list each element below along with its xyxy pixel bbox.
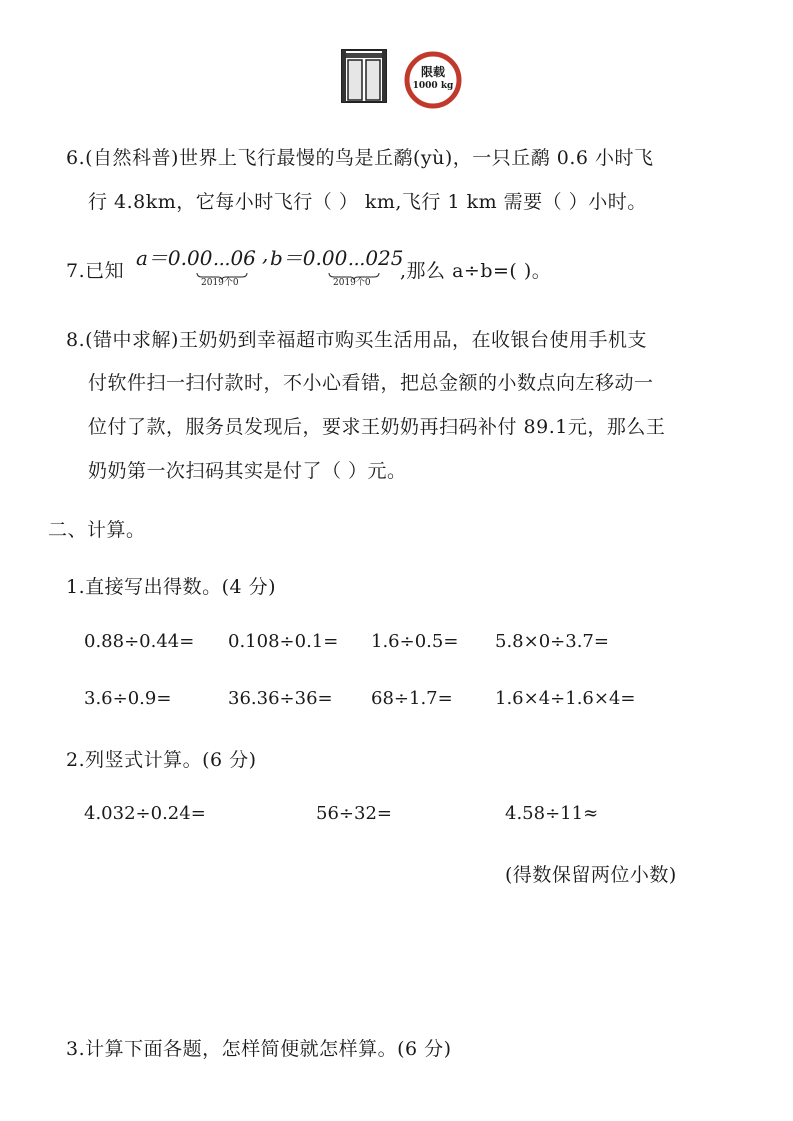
q8-line1: 8.(错中求解)王奶奶到幸福超市购买生活用品，在收银台使用手机支 — [66, 329, 647, 351]
section2-title: 二、计算。 — [48, 519, 146, 541]
vertical-calc-item: 4.032÷0.24= — [84, 803, 206, 824]
part2-title: 2.列竖式计算。(6 分) — [66, 749, 257, 771]
part1-title: 1.直接写出得数。(4 分) — [66, 576, 277, 598]
calc-item: 0.108÷0.1= — [228, 631, 339, 652]
part2-note: (得数保留两位小数) — [505, 864, 677, 886]
q8-line2: 付软件扫一扫付款时，不小心看错，把总金额的小数点向左移动一 — [88, 372, 654, 394]
calc-item: 36.36÷36= — [228, 688, 333, 709]
calc-item: 68÷1.7= — [371, 688, 453, 709]
load-limit-sign — [404, 51, 462, 109]
calc-item: 1.6÷0.5= — [371, 631, 459, 652]
calc-item: 1.6×4÷1.6×4= — [495, 688, 636, 709]
q7-b-note: 2019个0 — [333, 278, 371, 288]
elevator-image — [340, 48, 388, 104]
sign-line1: 限载 — [420, 65, 445, 79]
q7-a-expression: a＝0.00⋯06 — [136, 246, 256, 270]
q6-line2: 行 4.8km，它每小时飞行（ ） km,飞行 1 km 需要（ ）小时。 — [88, 191, 647, 213]
part3-title: 3.计算下面各题，怎样简便就怎样算。(6 分) — [66, 1038, 452, 1060]
q7-separator: , — [262, 242, 269, 266]
q7-a-note: 2019个0 — [201, 278, 239, 288]
calc-item: 0.88÷0.44= — [84, 631, 195, 652]
q8-line4: 奶奶第一次扫码其实是付了（ ）元。 — [88, 460, 407, 482]
q8-line3: 位付了款，服务员发现后，要求王奶奶再扫码补付 89.1元，那么王 — [88, 416, 666, 438]
sign-line2: 1000 kg — [412, 81, 454, 91]
q7-suffix: ,那么 a÷b=( )。 — [400, 260, 552, 282]
vertical-calc-item: 56÷32= — [316, 803, 392, 824]
q7-prefix: 7.已知 — [66, 260, 125, 282]
calc-item: 3.6÷0.9= — [84, 688, 172, 709]
vertical-calc-item: 4.58÷11≈ — [505, 803, 599, 824]
q7-b-expression: b＝0.00⋯025 — [270, 246, 404, 270]
calc-item: 5.8×0÷3.7= — [495, 631, 609, 652]
q6-line1: 6.(自然科普)世界上飞行最慢的鸟是丘鹬(yù)，一只丘鹬 0.6 小时飞 — [66, 147, 654, 169]
